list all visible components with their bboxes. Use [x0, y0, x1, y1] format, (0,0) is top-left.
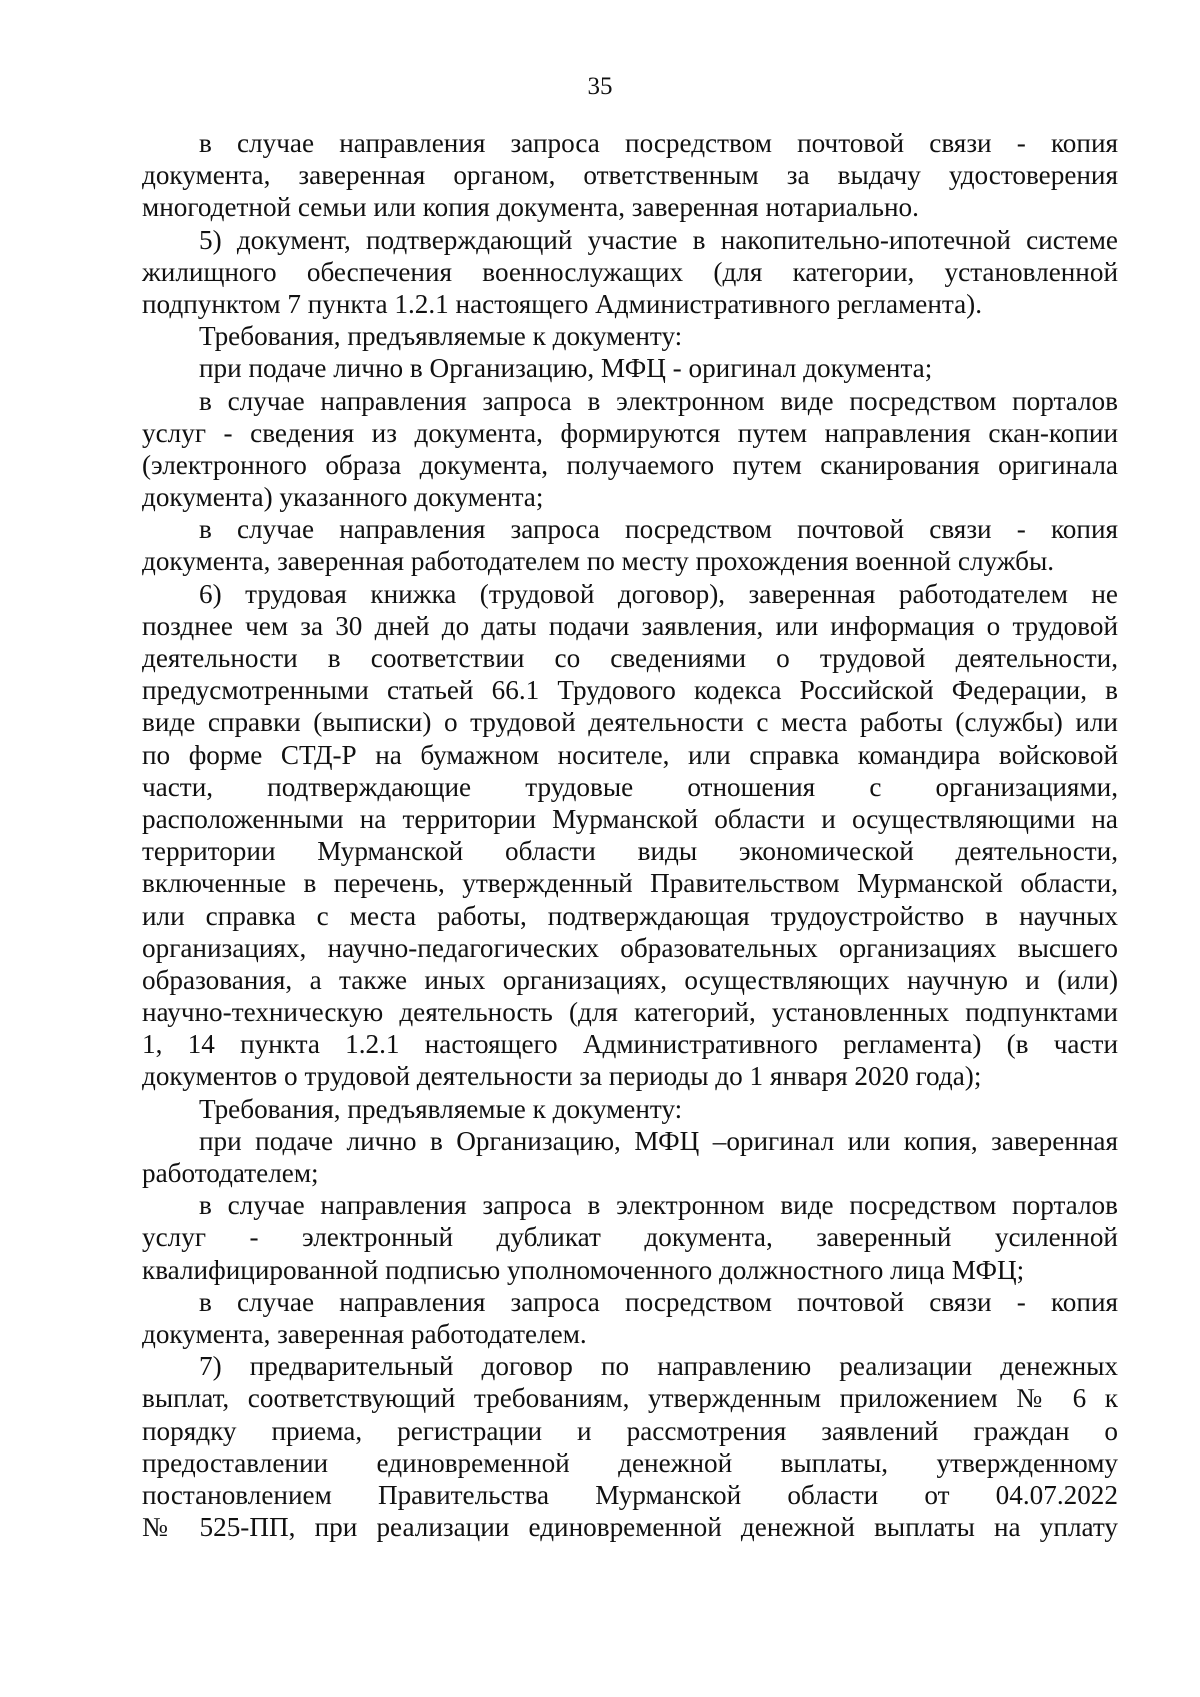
text-line: территории Мурманской области виды экономической деятельности,: [142, 836, 1118, 867]
text-line: при подаче лично в Организацию, МФЦ - оригинал документа;: [199, 353, 933, 384]
text-line: научно-техническую деятельность (для категорий, установленных подпунктами: [142, 997, 1118, 1028]
text-line: жилищного обеспечения военнослужащих (для категории, установленной: [142, 256, 1118, 287]
text-line: услуг - электронный дубликат документа, заверенный усиленной: [142, 1222, 1118, 1253]
text-line: в случае направления запроса посредством почтовой связи - копия: [199, 1286, 1118, 1317]
text-line: предоставлении единовременной денежной выплаты, утвержденному: [142, 1447, 1118, 1478]
text-line: в случае направления запроса посредством почтовой связи - копия: [199, 128, 1118, 158]
text-line: организациях, научно-педагогических образовательных организациях высшего: [142, 932, 1118, 963]
text-line: при подаче лично в Организацию, МФЦ –оригинал или копия, заверенная: [199, 1125, 1118, 1156]
text-line: 5) документ, подтверждающий участие в накопительно-ипотечной системе: [199, 224, 1118, 255]
text-line: части, подтверждающие трудовые отношения с организациями,: [142, 771, 1118, 802]
text-line: квалифицированной подписью уполномоченного должностного лица МФЦ;: [142, 1254, 1025, 1285]
text-line: в случае направления запроса в электронном виде посредством порталов: [199, 1190, 1118, 1221]
text-line: деятельности в соответствии со сведениями о трудовой деятельности,: [142, 643, 1118, 673]
document-body: [142, 127, 1118, 1543]
text-line: 7) предварительный договор по направлению реализации денежных: [199, 1351, 1118, 1382]
text-line: документов о трудовой деятельности за периоды до 1 января 2020 года);: [142, 1061, 982, 1092]
text-line: Требования, предъявляемые к документу:: [199, 1093, 683, 1124]
text-line: документа, заверенная работодателем по месту прохождения военной службы.: [142, 546, 1055, 577]
text-line: № 525-ПП, при реализации единовременной денежной выплаты на уплату: [142, 1512, 1118, 1543]
text-line: документа) указанного документа;: [142, 482, 544, 513]
text-line: образования, а также иных организациях, осуществляющих научную и (или): [142, 964, 1118, 995]
text-line: включенные в перечень, утвержденный Правительством Мурманской области,: [142, 868, 1118, 899]
text-line: расположенными на территории Мурманской области и осуществляющими на: [142, 803, 1118, 834]
text-line: позднее чем за 30 дней до даты подачи заявления, или информация о трудовой: [142, 610, 1118, 641]
text-line: (электронного образа документа, получаемого путем сканирования оригинала: [142, 449, 1118, 480]
text-line: подпунктом 7 пункта 1.2.1 настоящего Административного регламента).: [142, 288, 983, 319]
text-line: услуг - сведения из документа, формируются путем направления скан-копии: [142, 417, 1118, 448]
text-line: в случае направления запроса посредством почтовой связи - копия: [199, 514, 1118, 545]
page-number: 35: [587, 73, 613, 100]
text-line: документа, заверенная органом, ответственным за выдачу удостоверения: [142, 160, 1118, 191]
text-line: постановлением Правительства Мурманской области от 04.07.2022: [142, 1479, 1118, 1510]
text-line: работодателем;: [142, 1158, 319, 1188]
text-line: по форме СТД-Р на бумажном носителе, или справка командира войсковой: [142, 739, 1118, 770]
text-line: многодетной семьи или копия документа, заверенная нотариально.: [142, 192, 919, 223]
text-line: порядку приема, регистрации и рассмотрения заявлений граждан о: [142, 1415, 1118, 1446]
text-line: 1, 14 пункта 1.2.1 настоящего Административного регламента) (в части: [142, 1029, 1118, 1060]
text-line: предусмотренными статьей 66.1 Трудового кодекса Российской Федерации, в: [142, 675, 1118, 706]
text-line: виде справки (выписки) о трудовой деятельности с места работы (службы) или: [142, 707, 1118, 738]
text-line: 6) трудовая книжка (трудовой договор), заверенная работодателем не: [199, 578, 1118, 609]
text-line: в случае направления запроса в электронном виде посредством порталов: [199, 385, 1118, 416]
text-line: Требования, предъявляемые к документу:: [199, 321, 683, 352]
text-line: или справка с места работы, подтверждающая трудоустройство в научных: [142, 900, 1118, 931]
text-line: выплат, соответствующий требованиям, утвержденным приложением № 6 к: [142, 1383, 1118, 1414]
text-line: документа, заверенная работодателем.: [142, 1318, 587, 1349]
